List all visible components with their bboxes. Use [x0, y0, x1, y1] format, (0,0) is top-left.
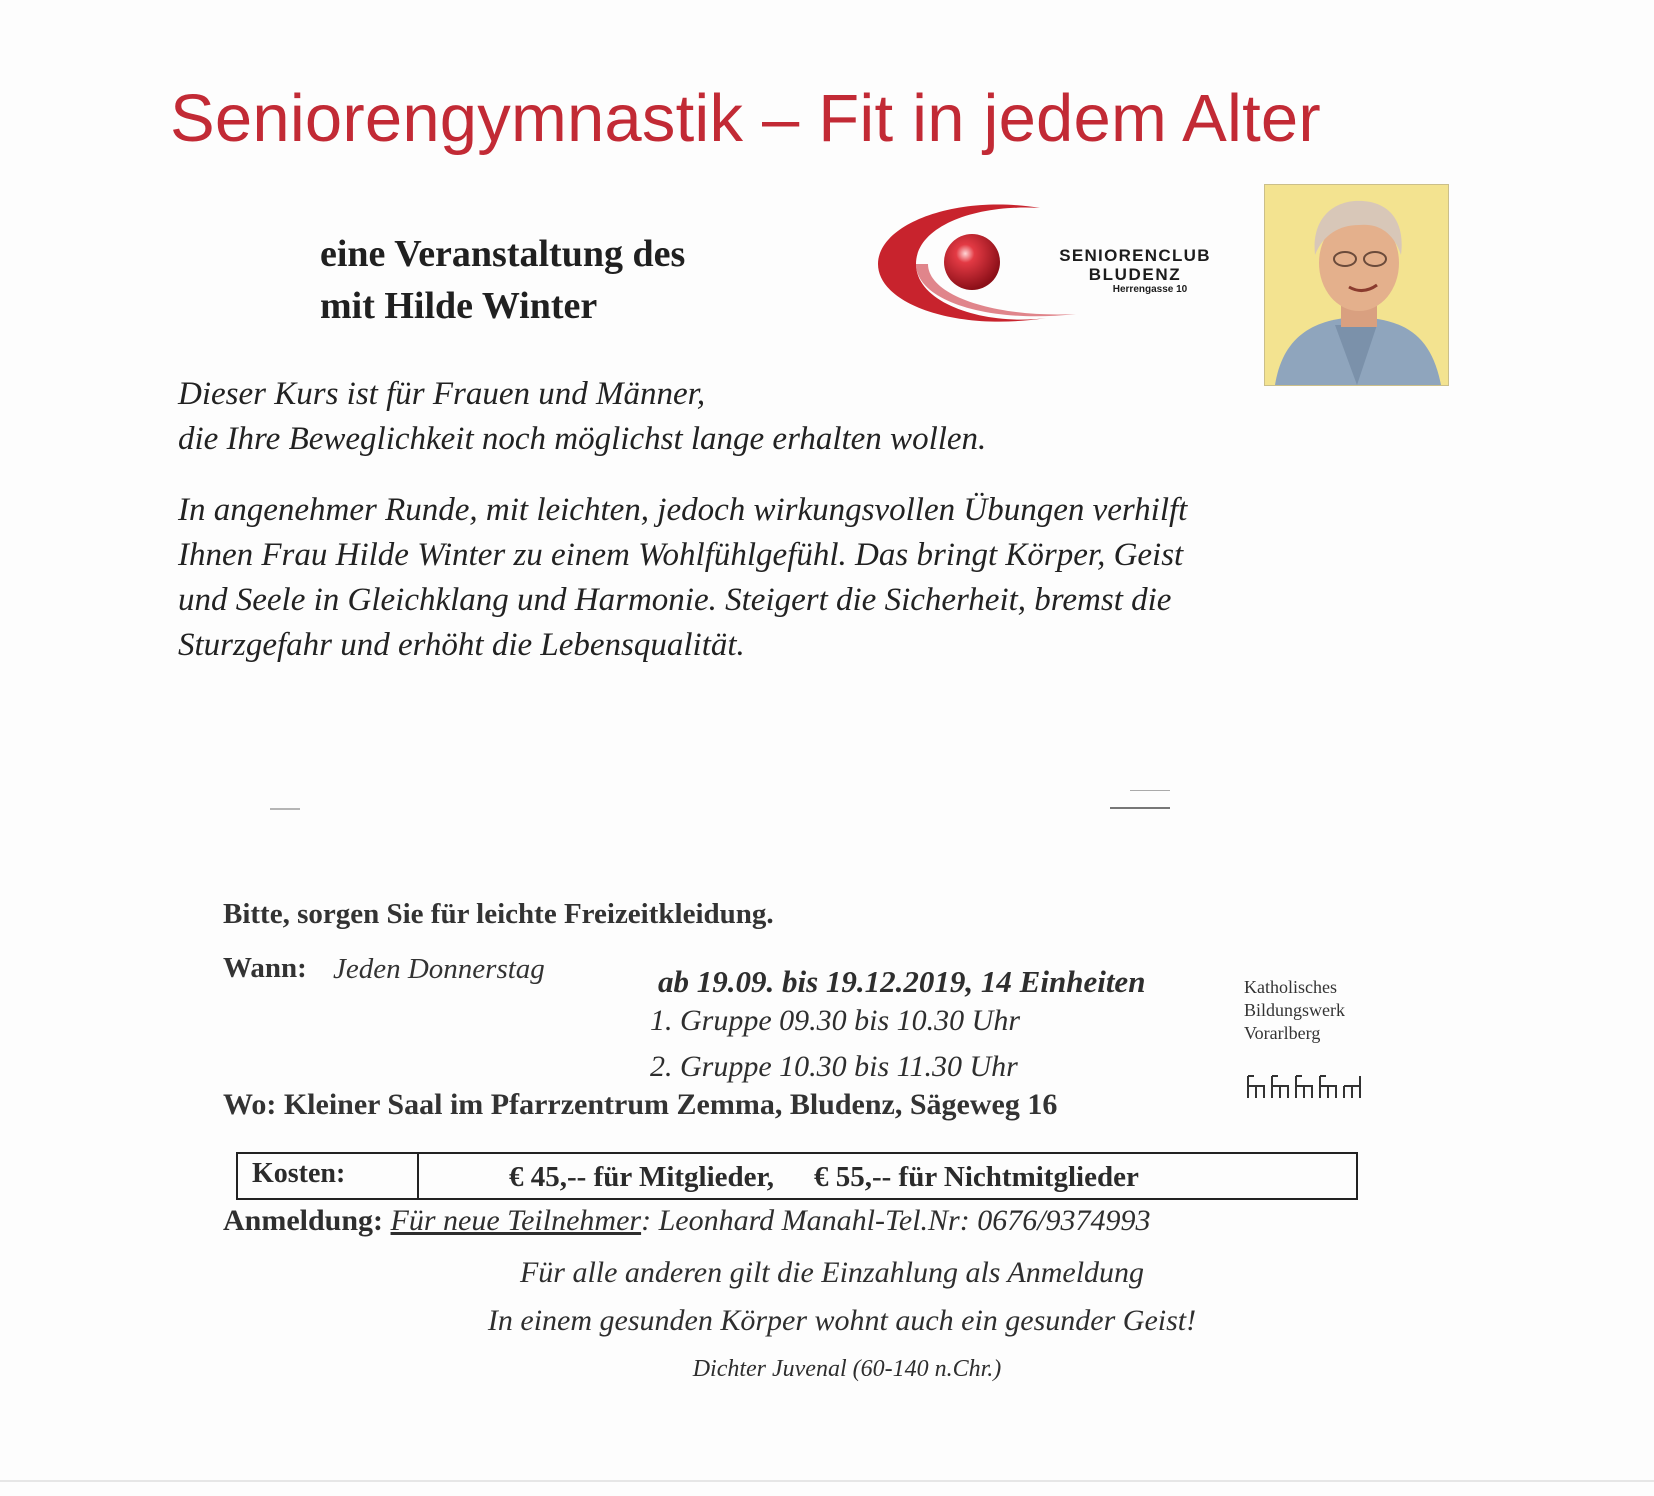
page-bottom-edge [0, 1480, 1654, 1482]
when-dates: ab 19.09. bis 19.12.2019, 14 Einheiten [658, 964, 1146, 999]
scan-line [1130, 790, 1170, 791]
logo-ball [944, 234, 1000, 290]
registration-others: Für alle anderen gilt die Einzahlung als Anmeldung [519, 1256, 1145, 1289]
new-participants-label: Für neue Teilnehmer [390, 1204, 642, 1237]
partner-text [1244, 976, 1345, 1045]
logo-text [1040, 246, 1230, 296]
group-1-time: 1. Gruppe 09.30 bis 10.30 Uhr [650, 1004, 1021, 1037]
subtitle-line-2: mit Hilde Winter [320, 285, 598, 327]
page-title: Seniorengymnastik – Fit in jedem Alter [170, 81, 1321, 156]
description-line-3: und Seele in Gleichklang und Harmonie. Steigert die Sicherheit, bremst die [178, 582, 1172, 618]
when-day: Jeden Donnerstag [333, 953, 545, 985]
description-line-4: Sturzgefahr und erhöht die Lebensqualität. [178, 627, 745, 663]
cost-non-members: € 55,-- für Nichtmitglieder [813, 1161, 1139, 1193]
location: Wo: Kleiner Saal im Pfarrzentrum Zemma, Bludenz, Sägeweg 16 [223, 1088, 1058, 1121]
instructor-photo [1264, 184, 1449, 386]
scan-line [1110, 807, 1170, 809]
costs-label: Kosten: [238, 1154, 419, 1198]
scan-line [270, 808, 300, 810]
registration-label: Anmeldung: [223, 1204, 384, 1237]
logo-line-3: Herrengasse 10 [1112, 284, 1188, 295]
costs-box [236, 1152, 1358, 1200]
partner-line-2: Bildungswerk [1244, 1000, 1345, 1020]
description-line-2: Ihnen Frau Hilde Winter zu einem Wohlfühlgefühl. Das bringt Körper, Geist [178, 537, 1184, 573]
registration-contact: : Leonhard Manahl-Tel.Nr: 0676/9374993 [641, 1204, 1151, 1237]
quote-author: Dichter Juvenal (60-140 n.Chr.) [692, 1356, 1002, 1382]
partner-line-1: Katholisches [1244, 977, 1337, 997]
costs-values [419, 1154, 1356, 1198]
registration [223, 1204, 1151, 1238]
intro-line-1: Dieser Kurs ist für Frauen und Männer, [178, 376, 706, 412]
description-line-1: In angenehmer Runde, mit leichten, jedoch wirkungsvollen Übungen verhilft [178, 492, 1188, 528]
subtitle [320, 228, 685, 332]
clothing-note: Bitte, sorgen Sie für leichte Freizeitkleidung. [223, 898, 774, 930]
quote-text: In einem gesunden Körper wohnt auch ein gesunder Geist! [487, 1304, 1197, 1337]
intro-line-2: die Ihre Beweglichkeit noch möglichst lange erhalten wollen. [178, 421, 987, 457]
chairs-icon [1244, 1072, 1374, 1102]
group-2-time: 2. Gruppe 10.30 bis 11.30 Uhr [650, 1050, 1018, 1083]
cost-members: € 45,-- für Mitglieder, [509, 1161, 774, 1193]
logo-line-2: BLUDENZ [1088, 265, 1182, 284]
logo-line-1: SENIORENCLUB [1059, 246, 1211, 265]
subtitle-line-1: eine Veranstaltung des [320, 233, 686, 275]
description-text [178, 488, 1478, 668]
when-label: Wann: [223, 952, 307, 984]
partner-line-3: Vorarlberg [1244, 1023, 1321, 1043]
intro-text [178, 372, 1478, 462]
